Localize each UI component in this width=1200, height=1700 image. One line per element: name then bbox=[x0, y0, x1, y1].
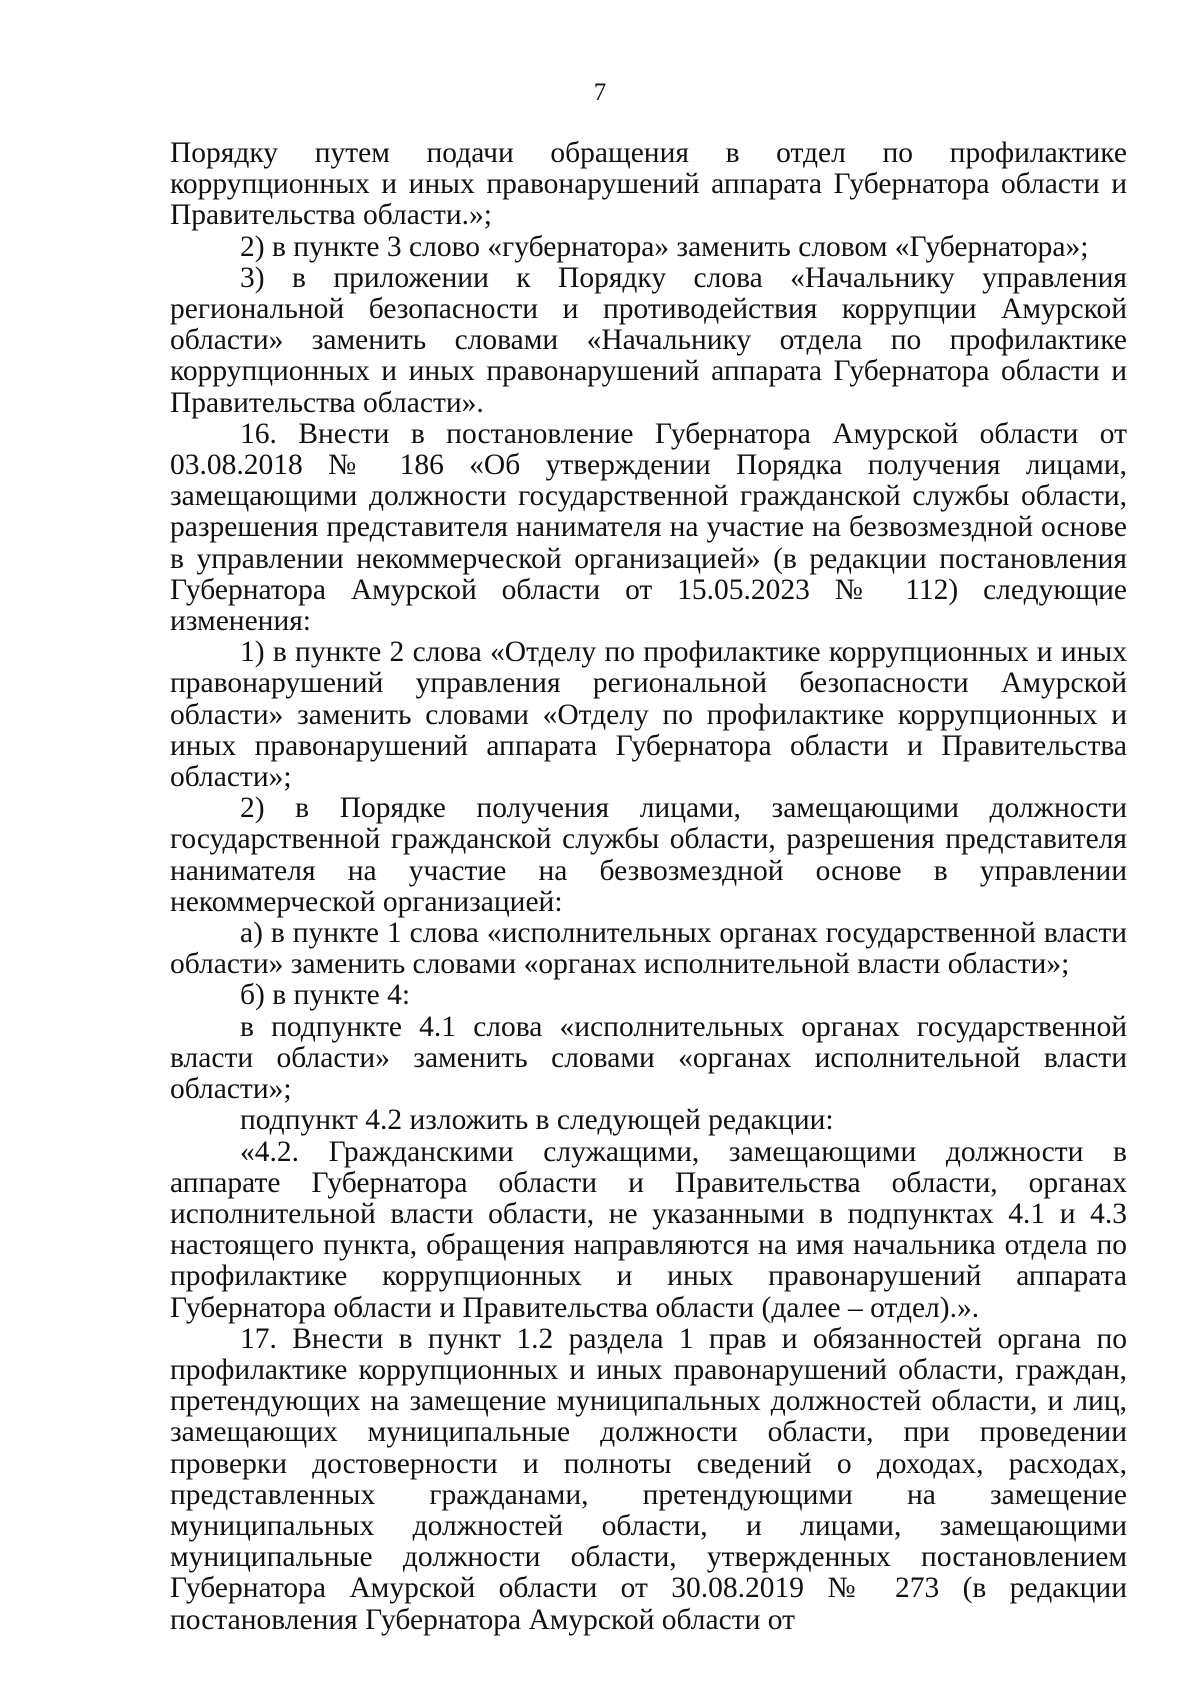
paragraph-subpoint-4-2-intro: подпункт 4.2 изложить в следующей редакции: bbox=[240, 1104, 834, 1137]
paragraph-section-16-item-2: 2) в Порядке получения лицами, замещающими должности государственной гражданской службы области, разрешения представителя нанимателя на участие на безвозмездной основе в управлении некоммерческой организацией: bbox=[170, 792, 1127, 918]
page-number: 7 bbox=[593, 79, 607, 106]
paragraph-section-16-item-1: 1) в пункте 2 слова «Отделу по профилактике коррупционных и иных правонарушений управления региональной безопасности Амурской области» заменить словами «Отделу по профилактике коррупционных и иных правонарушений аппарата Губернатора области и Правительства области»; bbox=[170, 636, 1127, 794]
paragraph-subitem-b: б) в пункте 4: bbox=[240, 979, 411, 1012]
paragraph-subpoint-4-1: в подпункте 4.1 слова «исполнительных органах государственной власти области» заменить словами «органах исполнительной власти области»; bbox=[170, 1010, 1127, 1106]
paragraph-item-2: 2) в пункте 3 слово «губернатора» заменить словом «Губернатора»; bbox=[240, 230, 1089, 263]
paragraph-subitem-a: а) в пункте 1 слова «исполнительных органах государственной власти области» заменить словами «органах исполнительной власти области»; bbox=[170, 917, 1127, 981]
paragraph-continuation: Порядку путем подачи обращения в отдел по профилактике коррупционных и иных правонарушений аппарата Губернатора области и Правительства области.»; bbox=[170, 137, 1127, 232]
paragraph-item-3: 3) в приложении к Порядку слова «Начальнику управления региональной безопасности и противодействия коррупции Амурской области» заменить словами «Начальнику отдела по профилактике коррупционных и иных правонарушений аппарата Губернатора области и Правительства области». bbox=[170, 261, 1127, 419]
paragraph-section-17: 17. Внести в пункт 1.2 раздела 1 прав и обязанностей органа по профилактике коррупционных и иных правонарушений области, граждан, претендующих на замещение муниципальных должностей области, и лиц, замещающих муниципальные должности области, при проведении проверки достоверности и полноты сведений о доходах, расходах, представленных гражданами, претендующими на замещение муниципальных должностей области, и лицами, замещающими муниципальные должности области, утвержденных постановлением Губернатора Амурской области от 30.08.2019 № 273 (в редакции постановления Губернатора Амурской области от bbox=[170, 1322, 1127, 1636]
document-body bbox=[170, 138, 1127, 1636]
paragraph-subpoint-4-2-text: «4.2. Гражданскими служащими, замещающими должности в аппарате Губернатора области и Правительства области, органах исполнительной власти области, не указанными в подпунктах 4.1 и 4.3 настоящего пункта, обращения направляются на имя начальника отдела по профилактике коррупционных и иных правонарушений аппарата Губернатора области и Правительства области (далее – отдел).». bbox=[170, 1135, 1127, 1324]
paragraph-section-16: 16. Внести в постановление Губернатора Амурской области от 03.08.2018 № 186 «Об утверждении Порядка получения лицами, замещающими должности государственной гражданской службы области, разрешения представителя нанимателя на участие на безвозмездной основе в управлении некоммерческой организацией» (в редакции постановления Губернатора Амурской области от 15.05.2023 № 112) следующие изменения: bbox=[170, 417, 1127, 638]
